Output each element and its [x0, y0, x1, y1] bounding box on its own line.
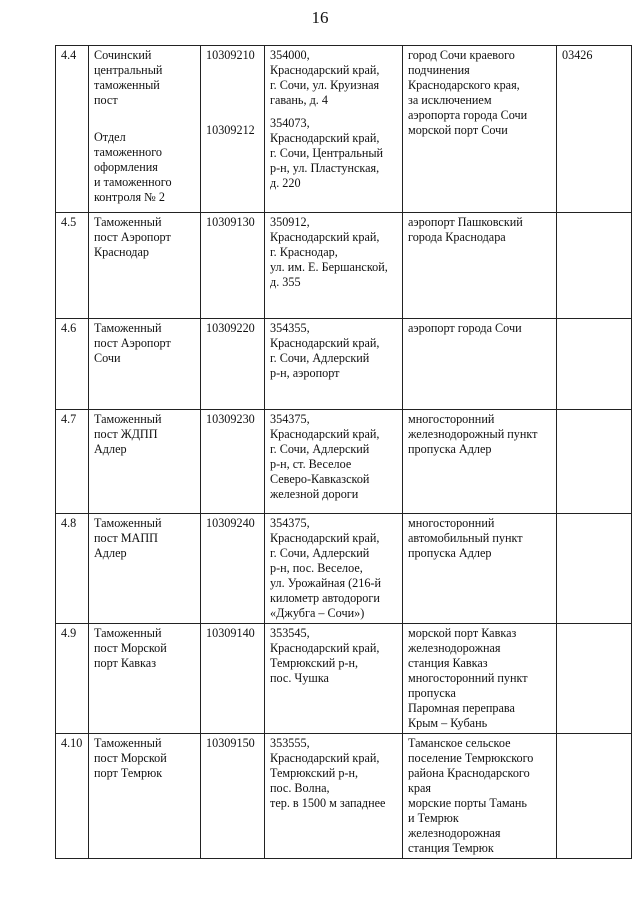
activity-zone: многосторонний железнодорожный пункт пропуска Адлер	[408, 412, 538, 456]
post-code: 10309140	[201, 624, 265, 734]
address-cell	[265, 410, 403, 514]
post-address: 354000, Краснодарский край, г. Сочи, ул. Круизная гавань, д. 4	[270, 48, 380, 107]
post-name-cell	[89, 624, 201, 734]
post-address: 350912, Краснодарский край, г. Краснодар, ул. им. Е. Бершанской, д. 355	[270, 215, 388, 289]
post-name-cell	[89, 319, 201, 410]
activity-zone: аэропорт города Сочи	[408, 321, 522, 335]
zone-cell	[403, 46, 557, 213]
zone-cell	[403, 514, 557, 624]
zone-cell	[403, 734, 557, 859]
activity-zone: многосторонний автомобильный пункт пропуска Адлер	[408, 516, 523, 560]
table-row	[56, 734, 632, 859]
post-name: Таможенный пост Аэропорт Сочи	[94, 321, 171, 365]
extra-code-cell	[557, 319, 632, 410]
sub-department-name: Отдел таможенного оформления и таможенного контроля № 2	[94, 130, 172, 204]
post-name: Таможенный пост Аэропорт Краснодар	[94, 215, 171, 259]
post-code: 10309150	[201, 734, 265, 859]
zone-cell	[403, 319, 557, 410]
post-name-cell	[89, 514, 201, 624]
post-code: 10309240	[201, 514, 265, 624]
post-address: 353545, Краснодарский край, Темрюкский р-н, пос. Чушка	[270, 626, 380, 685]
post-address: 354355, Краснодарский край, г. Сочи, Адлерский р-н, аэропорт	[270, 321, 380, 380]
zone-cell	[403, 410, 557, 514]
row-number: 4.8	[56, 514, 89, 624]
row-number: 4.6	[56, 319, 89, 410]
row-number: 4.5	[56, 213, 89, 319]
table-row	[56, 514, 632, 624]
address-cell	[265, 46, 403, 213]
post-address: 353555, Краснодарский край, Темрюкский р-н, пос. Волна, тер. в 1500 м западнее	[270, 736, 386, 810]
activity-zone: морской порт Кавказ железнодорожная станция Кавказ многосторонний пункт пропуска Паромная переправа Крым – Кубань	[408, 626, 528, 730]
post-name-cell	[89, 213, 201, 319]
table-row	[56, 213, 632, 319]
customs-posts-table	[55, 45, 632, 859]
post-address: 354375, Краснодарский край, г. Сочи, Адлерский р-н, пос. Веселое, ул. Урожайная (216-й километр автодороги «Джубга – Сочи»)	[270, 516, 382, 620]
zone-cell	[403, 624, 557, 734]
post-name: Таможенный пост ЖДПП Адлер	[94, 412, 162, 456]
row-number: 4.10	[56, 734, 89, 859]
address-cell	[265, 213, 403, 319]
sub-department-address: 354073, Краснодарский край, г. Сочи, Центральный р-н, ул. Пластунская, д. 220	[270, 116, 384, 190]
extra-code-cell	[557, 213, 632, 319]
post-name-cell	[89, 46, 201, 213]
post-address: 354375, Краснодарский край, г. Сочи, Адлерский р-н, ст. Веселое Северо-Кавказской железной дороги	[270, 412, 380, 501]
row-number: 4.7	[56, 410, 89, 514]
table-row	[56, 319, 632, 410]
table-row	[56, 410, 632, 514]
post-name: Таможенный пост Морской порт Темрюк	[94, 736, 167, 780]
post-name: Сочинский центральный таможенный пост	[94, 48, 163, 107]
table-row	[56, 624, 632, 734]
post-name-cell	[89, 410, 201, 514]
row-number: 4.9	[56, 624, 89, 734]
activity-zone: город Сочи краевого подчинения Краснодарского края, за исключением аэропорта города Сочи морской порт Сочи	[408, 48, 528, 137]
row-number: 4.4	[56, 46, 89, 213]
post-code-cell	[201, 46, 265, 213]
extra-code-cell	[557, 734, 632, 859]
post-code: 10309220	[201, 319, 265, 410]
post-code: 10309210	[206, 48, 255, 62]
sub-department-code: 10309212	[206, 123, 255, 137]
address-cell	[265, 734, 403, 859]
activity-zone: аэропорт Пашковский города Краснодара	[408, 215, 523, 244]
post-name: Таможенный пост Морской порт Кавказ	[94, 626, 167, 670]
activity-zone: Таманское сельское поселение Темрюкского района Краснодарского края морские порты Тамань и Темрюк железнодорожная станция Темрюк	[408, 736, 534, 855]
post-code: 10309130	[201, 213, 265, 319]
post-name-cell	[89, 734, 201, 859]
extra-code: 03426	[562, 48, 593, 62]
page-number: 16	[311, 8, 329, 27]
post-name: Таможенный пост МАПП Адлер	[94, 516, 162, 560]
extra-code-cell	[557, 624, 632, 734]
extra-code-cell	[557, 514, 632, 624]
extra-code-cell	[557, 410, 632, 514]
table-row	[56, 46, 632, 213]
address-cell	[265, 624, 403, 734]
extra-code-cell	[557, 46, 632, 213]
address-cell	[265, 319, 403, 410]
zone-cell	[403, 213, 557, 319]
address-cell	[265, 514, 403, 624]
post-code: 10309230	[201, 410, 265, 514]
